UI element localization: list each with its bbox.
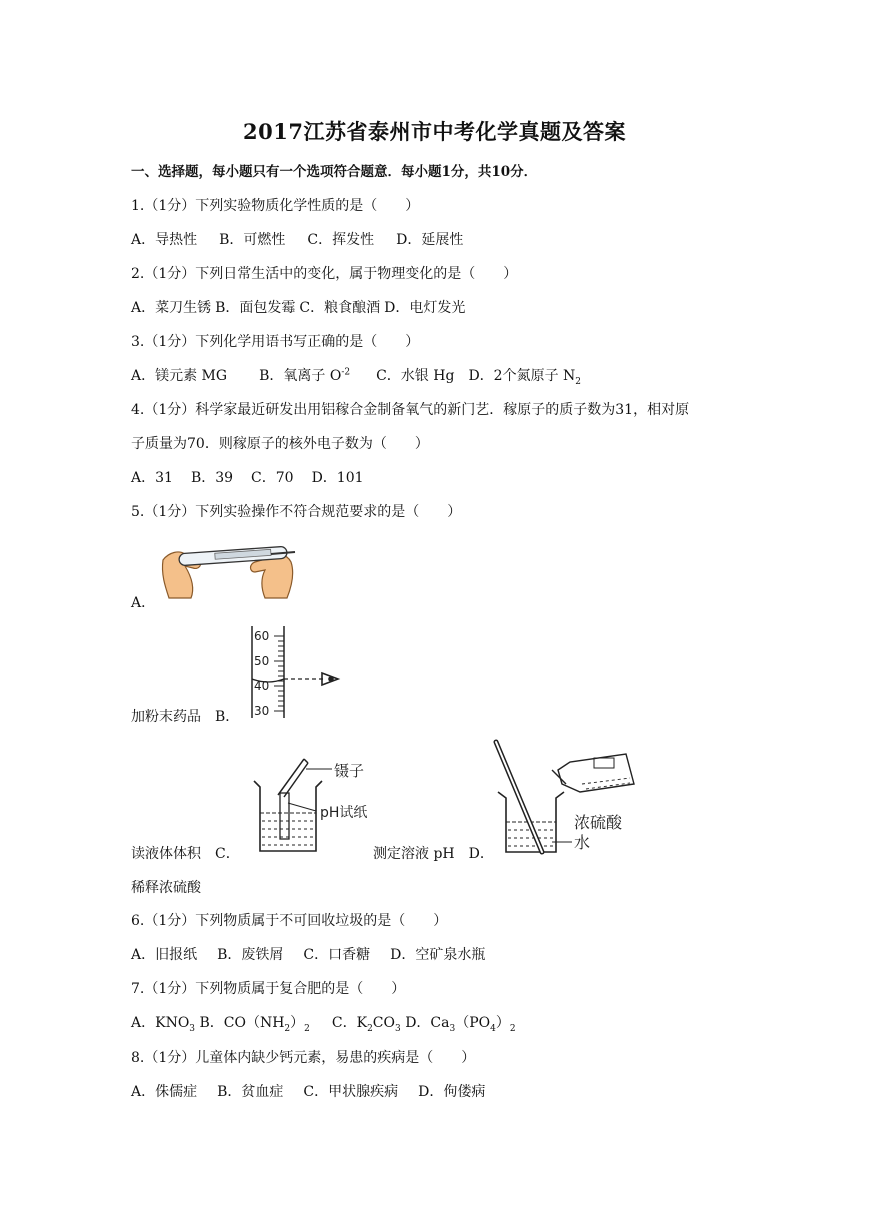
question-8-stem: 8.（1分）儿童体内缺少钙元素，易患的疾病是（ ） — [131, 1050, 476, 1066]
q8-option-a: A．侏儒症 — [131, 1084, 198, 1100]
question-8-options — [131, 1081, 485, 1101]
q7-option-b-close: ） — [290, 1015, 305, 1031]
q7-option-a: A．KNO — [131, 1015, 190, 1031]
question-3-options — [131, 365, 581, 387]
q3-option-a: A．镁元素 MG — [131, 368, 228, 384]
q3-option-b: B．氧离子 O — [259, 368, 342, 384]
question-2-options — [131, 297, 465, 317]
q7-option-d: D．Ca — [405, 1015, 450, 1031]
question-4-stem-line1: 4.（1分）科学家最近研发出用铝稼合金制备氧气的新门艺．稼原子的质子数为31，相对原 — [131, 402, 690, 418]
q3-option-d: D．2个氮原子 N — [468, 368, 576, 384]
q8-option-d: D．佝偻病 — [418, 1084, 486, 1100]
label-tweezers: 镊子 — [334, 762, 365, 780]
figure-d-dilute-acid — [490, 740, 650, 858]
q7-option-b: B．CO（NH — [199, 1015, 285, 1031]
q1-option-c: C．挥发性 — [307, 232, 375, 248]
q7-c-sub1: 2 — [367, 1023, 373, 1034]
q4-option-a: A．31 — [131, 470, 173, 486]
question-6-stem: 6.（1分）下列物质属于不可回收垃圾的是（ ） — [131, 913, 448, 929]
question-1-options — [131, 229, 463, 249]
q8-option-b: B．贫血症 — [217, 1084, 284, 1100]
q6-option-b: B．废铁屑 — [217, 947, 284, 963]
figure-a-test-tube-hands — [155, 530, 300, 602]
label-conc-sulfuric-acid: 浓硫酸 — [574, 813, 623, 832]
question-6-options — [131, 944, 485, 964]
q7-option-d-rest: （PO — [455, 1015, 491, 1031]
q4-option-b: B．39 — [190, 470, 234, 486]
q7-c-sub2: 3 — [395, 1023, 401, 1034]
figure-c-ph-test — [250, 755, 390, 857]
question-4-stem-line2: 子质量为70．则稼原子的核外电子数为（ ） — [131, 436, 429, 452]
q4-option-c: C．70 — [251, 470, 294, 486]
q1-option-d: D．延展性 — [396, 232, 464, 248]
section-heading: 一、选择题，每小题只有一个选项符合题意．每小题1分，共10分． — [131, 164, 538, 180]
q7-option-c-rest: CO — [372, 1015, 395, 1031]
q6-option-d: D．空矿泉水瓶 — [390, 947, 486, 963]
q2-option-b: B．面包发霉 — [215, 300, 296, 316]
q6-option-c: C．口香糖 — [303, 947, 371, 963]
question-4-options — [131, 467, 364, 487]
q7-d-sub2: 4 — [490, 1023, 496, 1034]
q7-option-c: C．K — [331, 1015, 368, 1031]
q7-d-sub1: 3 — [449, 1023, 456, 1034]
q4-option-d: D．101 — [311, 470, 364, 486]
question-5-stem: 5.（1分）下列实验操作不符合规范要求的是（ ） — [131, 504, 462, 520]
q7-a-sub: 3 — [189, 1023, 196, 1034]
question-7-stem: 7.（1分）下列物质属于复合肥的是（ ） — [131, 981, 406, 997]
q5-caption-c-d: 测定溶液 pH D． — [373, 846, 494, 862]
label-ph-paper: pH试纸 — [320, 805, 368, 821]
cylinder-tick-50: 50 — [254, 654, 270, 668]
q5-label-a: A． — [131, 595, 156, 611]
q7-b-sub1: 2 — [284, 1023, 291, 1034]
cylinder-tick-30: 30 — [254, 704, 270, 718]
cylinder-tick-40: 40 — [254, 679, 270, 693]
q2-option-c: C．粮食酿酒 — [299, 300, 381, 316]
q2-option-d: D．电灯发光 — [384, 300, 466, 316]
cylinder-tick-60: 60 — [254, 629, 270, 643]
question-7-options — [131, 1012, 516, 1034]
q7-d-sub3: 2 — [509, 1023, 516, 1034]
q6-option-a: A．旧报纸 — [131, 947, 198, 963]
q1-option-b: B．可燃性 — [219, 232, 286, 248]
q7-b-sub2: 2 — [304, 1023, 310, 1034]
page-title: 2017江苏省泰州市中考化学真题及答案 — [243, 119, 626, 144]
question-1-stem: 1.（1分）下列实验物质化学性质的是（ ） — [131, 198, 420, 214]
q7-option-d-close: ） — [495, 1015, 510, 1031]
figure-b-graduated-cylinder — [248, 624, 348, 720]
question-2-stem: 2.（1分）下列日常生活中的变化，属于物理变化的是（ ） — [131, 266, 518, 282]
q3-option-d-subscript: 2 — [575, 376, 582, 387]
label-water: 水 — [574, 833, 591, 852]
q3-option-b-charge: -2 — [341, 367, 351, 378]
q5-caption-d: 稀释浓硫酸 — [131, 880, 201, 896]
q5-caption-a-b: 加粉末药品 B． — [131, 709, 240, 725]
q3-option-c: C．水银 Hg — [376, 368, 455, 384]
q5-caption-b-c: 读液体体积 C． — [131, 846, 240, 862]
q1-option-a: A．导热性 — [131, 232, 198, 248]
q2-option-a: A．菜刀生锈 — [131, 300, 212, 316]
question-3-stem: 3.（1分）下列化学用语书写正确的是（ ） — [131, 334, 420, 350]
q8-option-c: C．甲状腺疾病 — [303, 1084, 399, 1100]
